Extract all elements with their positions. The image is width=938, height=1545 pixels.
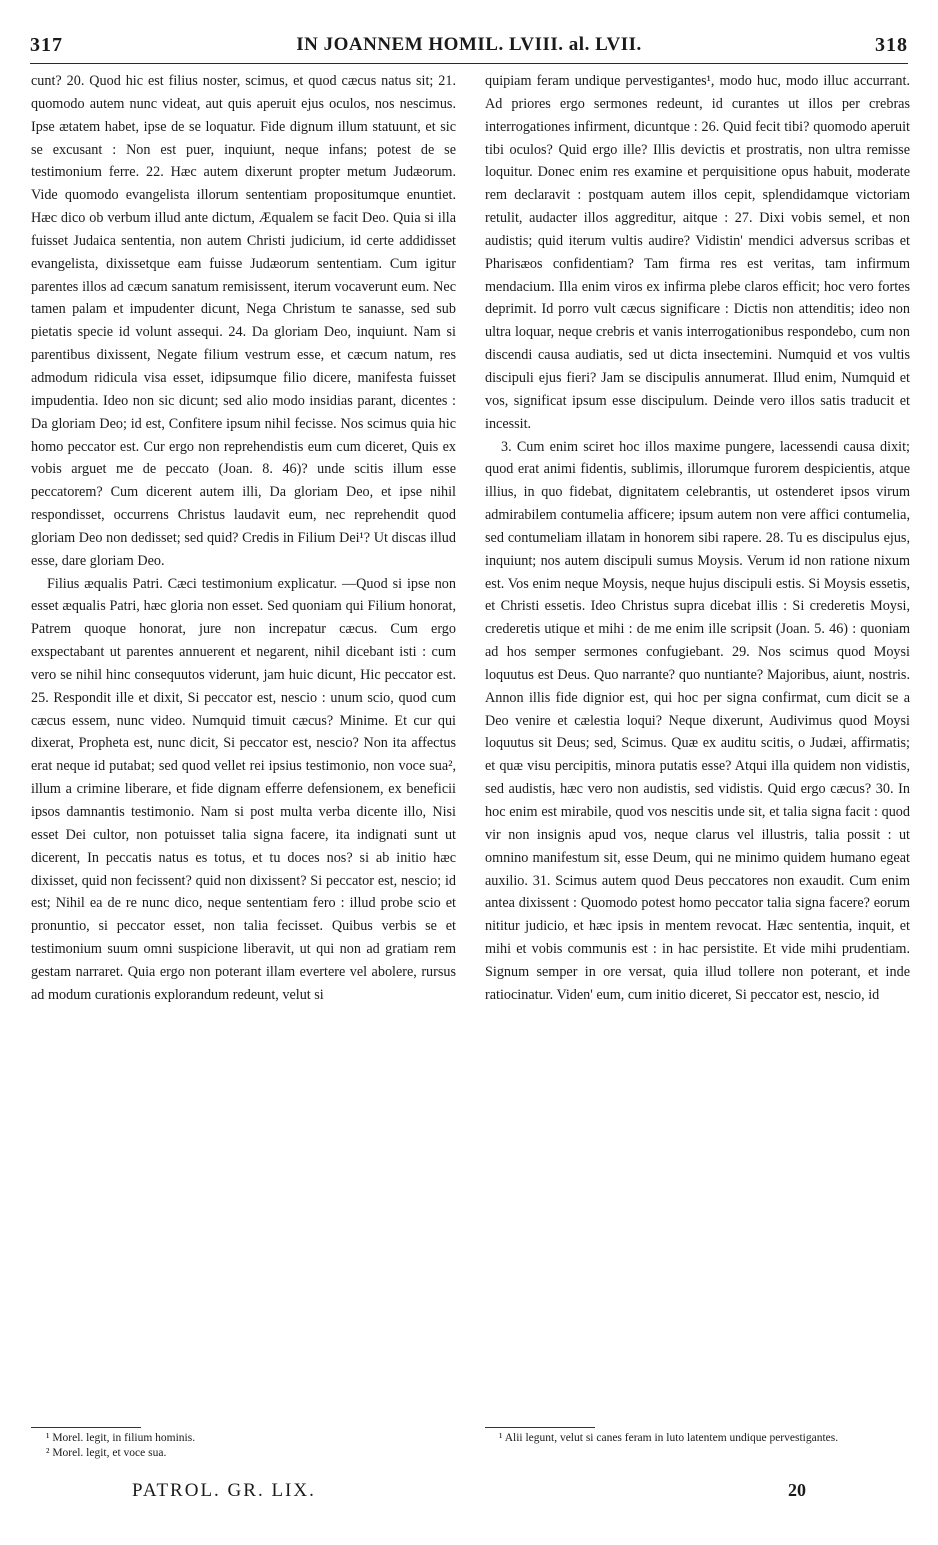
left-footnote-rule xyxy=(31,1427,141,1428)
running-title: IN JOANNEM HOMIL. LVIII. al. LVII. xyxy=(296,34,642,55)
footer-signature: PATROL. GR. LIX. xyxy=(132,1480,316,1501)
right-footnote-rule xyxy=(485,1427,595,1428)
right-footnotes xyxy=(485,1431,910,1446)
footnote-item: ¹ Alii legunt, velut si canes feram in luto latentem undique pervestigantes. xyxy=(499,1432,839,1444)
right-paragraph-2: 3. Cum enim sciret hoc illos maxime pungere, lacessendi causa dixit; quod erat animi fidentis, sublimis, illorumque furorem despicientis, atque illius, in quo fidebat, dignitatem celebrantis, ut ostenderet ipsos virum admirabilem contumelia afficere; ipsum autem non vere affici contumelia, sed contumeliam illatam in honorem sibi rapere. 28. Tu es discipulus ejus, inquiunt; nos autem discipuli sumus Moysis. Verum id non ratione nixum est. Vos enim neque Moysis, neque hujus discipuli estis. Si Moysis essetis, et Christi essetis. Ideo Christus supra dicebat illis : Si crederetis Moysi, crederetis utique et mihi : de me enim ille scripsit (Joan. 5. 46) : quoniam ad hos semper sermones confugiebant. 29. Nos scimus quod Moysi loquutus est Deus. Quo narrante? quo nuntiante? Majoribus, aiunt, nostris. Annon illis fide dignior est, qui hoc per signa confirmat, cum dicit se a Deo venire et cælestia loqui? Neque dixerunt, Audivimus quod Moysi loquutus sit Deus; sed, Scimus. Quæ ex auditu scitis, o Judæi, affirmatis; et quæ visu percipitis, minora putatis esse? Atqui illa quidem non vidistis, sed audistis, hæc vero non audistis, sed vidistis. Quid ergo cæcus? 30. In hoc enim est mirabile, quod vos nescitis unde sit, et talia signa facit : quod vir non insignis apud vos, neque clarus vel illustris, talia possit : ut omnino manifestum sit, esse Deum, qui ne minimo quidem humano egeat auxilio. 31. Scimus autem quod Deus peccatores non exaudit. Cum enim antea dixissent : Quomodo potest homo peccator talia signa facere? eorum nititur judicio, et hæc ipsis in mentem revocat. Hæc sententia, inquit, et mihi et vobis communis est : in hac persistite. Et vide mihi prudentiam. Signum semper in ore versat, quia illud tollere non poterant, et inde ratiocinatur. Viden' eum, cum initio diceret, Si peccator est, nescio, id xyxy=(485,438,910,1003)
right-page-number: 318 xyxy=(875,33,908,56)
left-paragraph-2: Filius æqualis Patri. Cæci testimonium explicatur. —Quod si ipse non esset æqualis Patri, hæc gloria non esset. Sed quoniam qui Filium honorat, Patrem quoque honorat, jure non increpatur cæcus. Cum ergo exspectabant ut parentes annuerent et negarent, nihil dicebant isti : cum vero se nihil hinc consequutos viderunt, jam huic dicunt, Hic peccator est. 25. Respondit ille et dixit, Si peccator est, nescio : unum scio, quod cum cæcus essem, nunc video. Numquid timuit cæcus? Minime. Et cur qui dixerat, Propheta est, nunc dicit, Si peccator est, nescio? Non ita affectus erat neque id putabat; sed quod vellet rei ipsius testimonio, non voce sua², illum a crimine liberare, et fide dignam efferre defensionem, ex beneficii ipsos damnantis testimonio. Nam si post multa verba dicente illo, Nisi esset Dei cultor, non potuisset talia signa facere, ita indignati sunt ut dicerent, In peccatis natus es totus, et tu doces nos? si ab initio hæc dixisset, quid non fecissent? quid non dixissent? Si peccator est, nescio; id est; Nihil ea de re nunc dico, neque sententiam fero : illud probe scio et pronuntio, si peccator esset, non talia fecisset. Quibus verbis se et testimonium suum omni suspicione liberavit, ut qui non ad gratiam rem gestam narraret. Quia ergo non poterant illam evertere vel abolere, rursus ad modum curationis explorandum redeunt, velut si xyxy=(31,575,456,1003)
footnote-item: ¹ Morel. legit, in filium hominis. xyxy=(46,1432,196,1444)
left-text-column xyxy=(31,70,456,1007)
footer-sheet-number: 20 xyxy=(788,1480,806,1500)
left-page-number: 317 xyxy=(30,33,63,56)
right-paragraph-1: quipiam feram undique pervestigantes¹, modo huc, modo illuc accurrant. Ad priores ergo sermones redeunt, id curantes ut illos per crebras interrogationes infirment, dicuntque : 26. Quid fecit tibi? quomodo aperuit tibi oculos? Quid ergo ille? Illis devictis et prostratis, non ultra remisse loquitur. Donec enim res examine et perquisitione opus habuit, moderate rem declaravit : postquam autem illos cepit, splendidamque victoriam retulit, audacter illos aggreditur, aitque : 27. Dixi vobis semel, et non audistis; quid iterum vultis audire? Vidistin' mendici adversus scribas et Pharisæos confidentiam? Tam firma res est veritas, tam infirmum mendacium. Illa enim viros ex infirma plebe claros efficit; hoc vero fortes deprimit. Id porro vult cæcus significare : Dictis non attenditis; ideo non ultra loquar, neque crebris et vanis interrogationibus respondebo, cum non discendi causa audiatis, sed ut dicta insectemini. Numquid et vos vultis discipuli ejus fieri? Jam se discipulis annumerat. Illud enim, Numquid et vos, significat ipsum esse discipulum. Deinde vero illos satis traducit et incessit. xyxy=(485,73,910,432)
right-text-column xyxy=(485,70,910,1007)
left-paragraph-1: cunt? 20. Quod hic est filius noster, scimus, et quod cæcus natus sit; 21. quomodo autem nunc videat, aut quis aperuit ejus oculos, nos nescimus. Ipse ætatem habet, ipse de se loquatur. Fide dignum illum statuunt, et sic se excusant : Non est puer, inquiunt, neque infans; potest de se testimonium ferre. 22. Hæc autem dixerunt propter metum Judæorum. Vide quomodo evangelista illorum sententiam propositumque enuntiet. Hæc dico ob verbum illud ante dictum, Æqualem se facit Deo. Quia si illa fuisset Judaica sententia, non autem Christi judicium, id certe addidisset evangelista, dixissetque eam fuisse Judæorum sententiam. Cum igitur parentes illos ad cæcum sanatum remisissent, iterum vocaverunt eum. Nec tamen palam et impudenter dicunt, Nega Christum te sanasse, sed sub pietatis specie id volunt assequi. 24. Da gloriam Deo, inquiunt. Nam si parentibus dixissent, Negate filium vestrum esse, et cæcum natum, res admodum ridicula visa esset, idipsumque filio dicere, manifesta fuisset impudentia. Ideo non sic dicunt; sed alio modo insidias parant, dicentes : Da gloriam Deo; id est, Confitere ipsum nihil fecisse. Nos scimus quia hic homo peccator est. Cur ergo non reprehendistis eum cum diceret, Quis ex vobis arguet me de peccato (Joan. 8. 46)? unde scitis illum esse peccatorem? Cum dicerent autem illi, Da gloriam Deo, et ipse nihil respondisset, occurrens Christus laudavit eum, nec reprehendit quod gloriam Deo non dedisset; sed quid? Credis in Filium Dei¹? Ut discas illud esse, dare gloriam Deo. xyxy=(31,73,456,569)
running-header xyxy=(30,28,908,62)
footnote-item: ² Morel. legit, et voce sua. xyxy=(46,1447,167,1459)
left-footnotes xyxy=(46,1431,471,1461)
header-rule xyxy=(30,63,908,64)
